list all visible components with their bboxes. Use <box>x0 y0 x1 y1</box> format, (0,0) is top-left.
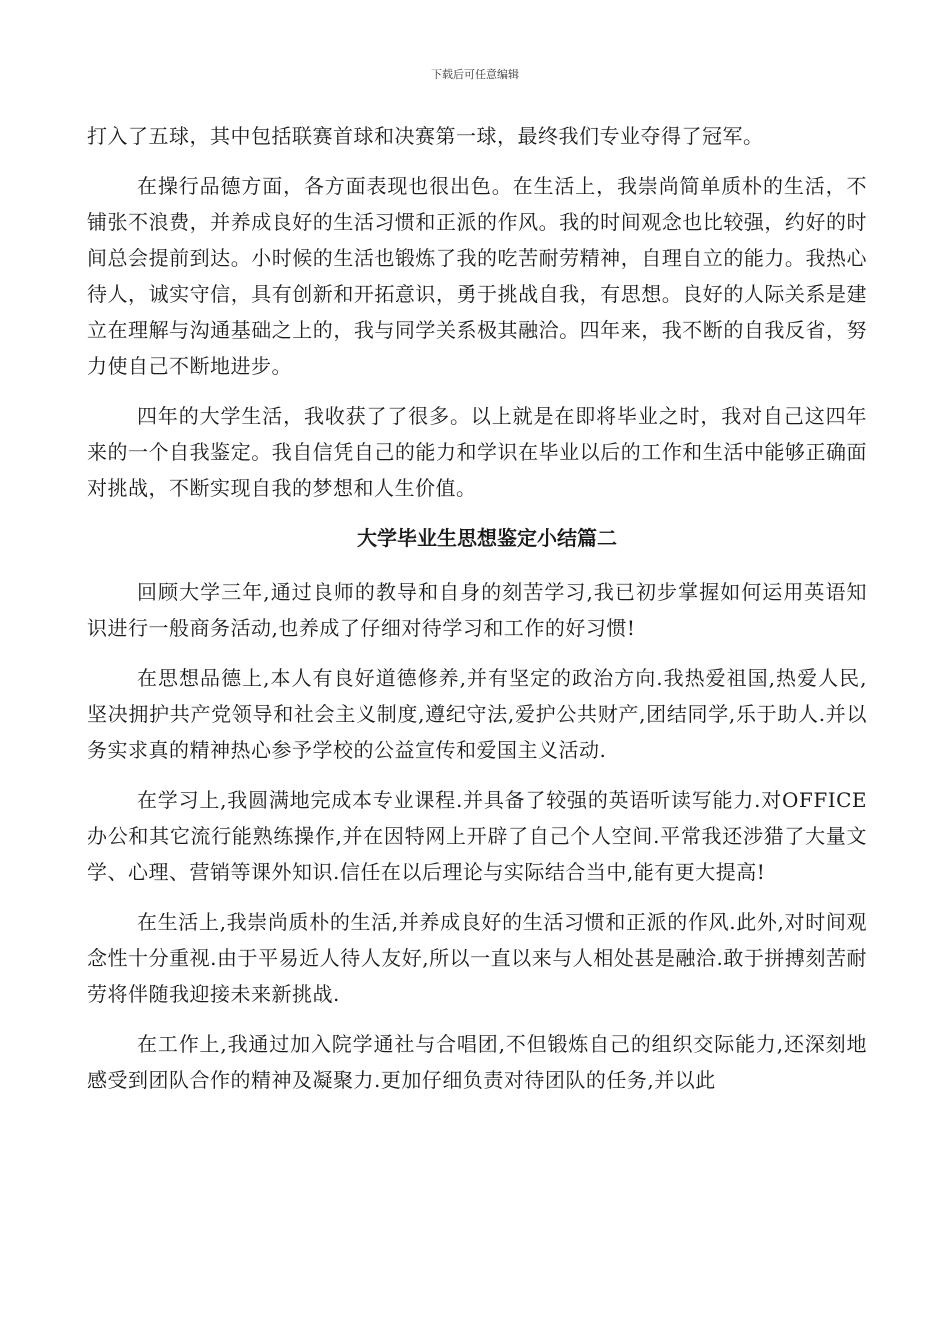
page-header-note: 下载后可任意编辑 <box>431 68 519 81</box>
paragraph: 四年的大学生活，我收获了了很多。以上就是在即将毕业之时，我对自己这四年来的一个自我鉴定。我自信凭自己的能力和学识在毕业以后的工作和生活中能够正确面对挑战，不断实现自我的梦想和人生价值。 <box>87 404 867 500</box>
paragraph: 在生活上,我崇尚质朴的生活,并养成良好的生活习惯和正派的作风.此外,对时间观念性十分重视.由于平易近人待人友好,所以一直以来与人相处甚是融洽.敢于拼搏刻苦耐劳将伴随我迎接未来新挑战. <box>87 910 867 1006</box>
paragraph: 在操行品德方面，各方面表现也很出色。在生活上，我崇尚简单质朴的生活，不铺张不浪费，并养成良好的生活习惯和正派的作风。我的时间观念也比较强，约好的时间总会提前到达。小时候的生活也锻炼了我的吃苦耐劳精神，自理自立的能力。我热心待人，诚实守信，具有创新和开拓意识，勇于挑战自我，有思想。良好的人际关系是建立在理解与沟通基础之上的，我与同学关系极其融洽。四年来，我不断的自我反省，努力使自己不断地进步。 <box>87 174 867 378</box>
document-body <box>87 118 867 1112</box>
paragraph: 在学习上,我圆满地完成本专业课程.并具备了较强的英语听读写能力.对OFFICE办公和其它流行能熟练操作,并在因特网上开辟了自己个人空间.平常我还涉猎了大量文学、心理、营销等课外知识.信任在以后理论与实际结合当中,能有更大提高! <box>87 788 867 884</box>
paragraph: 打入了五球，其中包括联赛首球和决赛第一球，最终我们专业夺得了冠军。 <box>87 124 764 148</box>
paragraph: 在思想品德上,本人有良好道德修养,并有坚定的政治方向.我热爱祖国,热爱人民,坚决拥护共产党领导和社会主义制度,遵纪守法,爱护公共财产,团结同学,乐于助人.并以务实求真的精神热心参予学校的公益宣传和爱国主义活动. <box>87 666 867 762</box>
paragraph: 回顾大学三年,通过良师的教导和自身的刻苦学习,我已初步掌握如何运用英语知识进行一般商务活动,也养成了仔细对待学习和工作的好习惯! <box>87 580 867 640</box>
section-title: 大学毕业生思想鉴定小结篇二 <box>357 526 617 550</box>
paragraph: 在工作上,我通过加入院学通社与合唱团,不但锻炼自己的组织交际能力,还深刻地感受到团队合作的精神及凝聚力.更加仔细负责对待团队的任务,并以此 <box>87 1032 867 1092</box>
